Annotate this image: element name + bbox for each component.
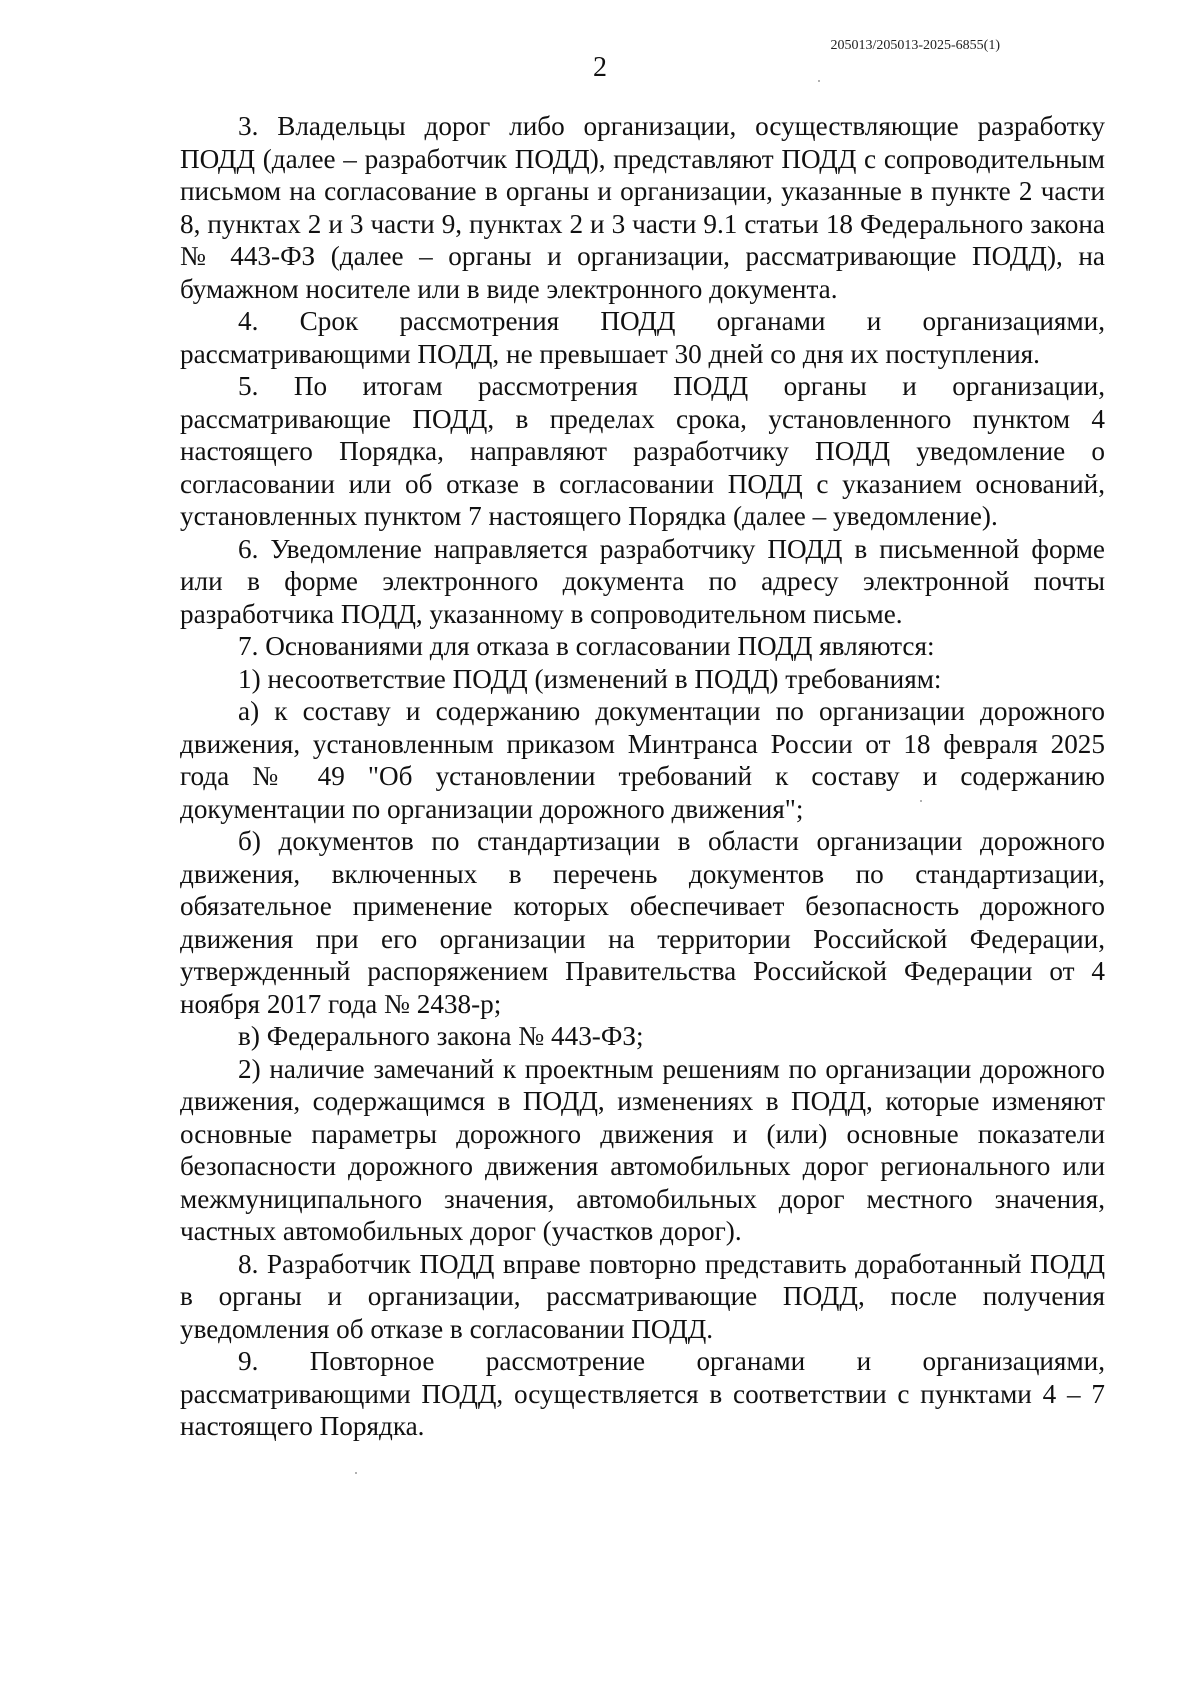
paragraph-4: 4. Срок рассмотрения ПОДД органами и организациями, рассматривающими ПОДД, не превышает 30 дней со дня их поступления. [180,306,1105,369]
subitem-7-1-v: в) Федерального закона № 443-ФЗ; [238,1021,644,1051]
paragraph-5: 5. По итогам рассмотрения ПОДД органы и организации, рассматривающие ПОДД, в пределах срока, установленного пунктом 4 настоящего Порядка, направляют разработчику ПОДД уведомление о согласовании или об отказе в согласовании ПОДД с указанием оснований, установленных пунктом 7 настоящего Порядка (далее – уведомление). [180,371,1105,531]
paragraph-9: 9. Повторное рассмотрение органами и организациями, рассматривающими ПОДД, осуществляется в соответствии с пунктами 4 – 7 настоящего Порядка. [180,1346,1105,1441]
page-number: 2 [593,52,607,83]
scan-speck [355,1472,357,1474]
subitem-7-1: 1) несоответствие ПОДД (изменений в ПОДД) требованиям: [238,663,942,694]
paragraph-8: 8. Разработчик ПОДД вправе повторно представить доработанный ПОДД в органы и организации, рассматривающие ПОДД, после получения уведомления об отказе в согласовании ПОДД. [180,1248,1105,1344]
subitem-7-2: 2) наличие замечаний к проектным решениям по организации дорожного движения, содержащимся в ПОДД, изменениях в ПОДД, которые изменяют основные параметры дорожного движения и (или) основные показатели безопасности дорожного движения автомобильных дорог регионального или межмуниципального значения, автомобильных дорог местного значения, частных автомобильных дорог (участков дорог). [180,1053,1105,1246]
paragraph-6: 6. Уведомление направляется разработчику ПОДД в письменной форме или в форме электронного документа по адресу электронной почты разработчика ПОДД, указанному в сопроводительном письме. [180,533,1105,629]
subitem-7-1-a: а) к составу и содержанию документации по организации дорожного движения, установленным приказом Минтранса России от 18 февраля 2025 года № 49 "Об установлении требований к составу и содержанию документации по организации дорожного движения"; [180,696,1105,824]
scan-speck [818,80,820,82]
document-id: 205013/205013-2025-6855(1) [830,38,1000,53]
scan-speck [920,800,922,802]
paragraph-7: 7. Основаниями для отказа в согласовании ПОДД являются: [238,631,935,661]
subitem-7-1-b: б) документов по стандартизации в области организации дорожного движения, включенных в перечень документов по стандартизации, обязательное применение которых обеспечивает безопасность дорожного движения при его организации на территории Российской Федерации, утвержденный распоряжением Правительства Российской Федерации от 4 ноября 2017 года № 2438-р; [180,826,1105,1019]
paragraph-3: 3. Владельцы дорог либо организации, осуществляющие разработку ПОДД (далее – разработчик ПОДД), представляют ПОДД с сопроводительным письмом на согласование в органы и организации, указанные в пункте 2 части 8, пунктах 2 и 3 части 9, пунктах 2 и 3 части 9.1 статьи 18 Федерального закона № 443-ФЗ (далее – органы и организации, рассматривающие ПОДД), на бумажном носителе или в виде электронного документа. [180,111,1105,304]
document-body [180,110,1105,1443]
